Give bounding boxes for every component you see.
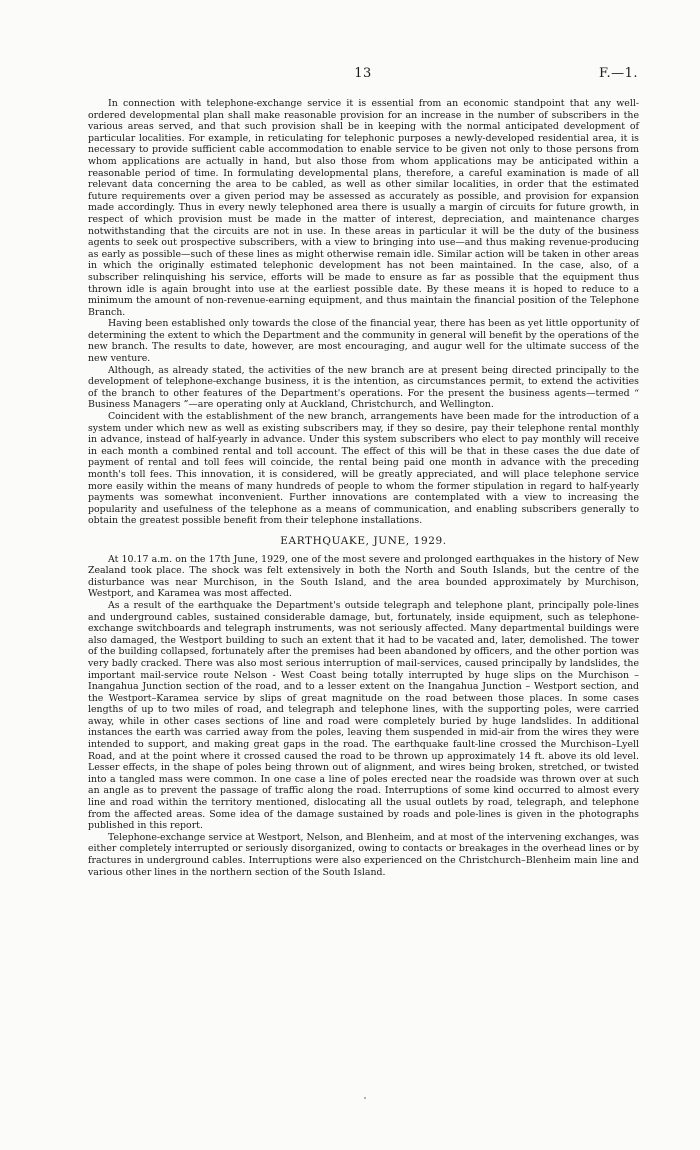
paragraph-earthquake-damage: As a result of the earthquake the Department's outside telegraph and telephone plant, principally pole-lines and underground cables, sustained considerable damage, but, fortunately, inside equipment, such as telephone-exchange switchboards and telegraph instruments, was not seriously affected. Many departmental buildings were also damaged, the Westport building to such an extent that it had to be vacated and, later, demolished. The tower of the building collapsed, fortunately after the premises had been abandoned by officers, and the other portion was very badly cracked. There was also most serious interruption of mail-services, caused principally by landslides, the important mail-service route Nelson - West Coast being totally interrupted by huge slips on the Murchison – Inangahua Junction section of the road, and to a lesser extent on the Inangahua Junction – Westport section, and the Westport–Karamea service by slips of great magnitude on the road between those places. In some cases lengths of up to two miles of road, and telegraph and telephone lines, with the supporting poles, were carried away, while in other cases sections of line and road were completely buried by huge landslides. In additional instances the earth was carried away from the poles, leaving them suspended in mid-air from the wires they were intended to support, and making great gaps in the road. The earthquake fault-line crossed the Murchison–Lyell Road, and at the point where it crossed caused the road to be thrown up approximately 14 ft. above its old level. Lesser effects, in the shape of poles being thrown out of alignment, and wires being broken, stretched, or twisted into a tangled mass were common. In one case a line of poles erected near the roadside was thrown over at such an angle as to prevent the passage of traffic along the road. Interruptions of some kind occurred to almost every line and road within the territory mentioned, dislocating all the usual outlets by road, telegraph, and telephone from the affected areas. Some idea of the damage sustained by roads and pole-lines is given in the photographs published in this report.	[88, 599, 639, 832]
paragraph-monthly-rental: Coincident with the establishment of the new branch, arrangements have been made for the introduction of a system under which new as well as existing subscribers may, if they so desire, pay their telephone rental monthly in advance, instead of half-yearly in advance. Under this system subscribers who elect to pay monthly will receive in each month a combined rental and toll account. The effect of this will be that in these cases the due date of payment of rental and toll fees will coincide, the rental being paid one month in advance with the preceding month's toll fees. This innovation, it is considered, will be greatly appreciated, and will place telephone service more easily within the means of many hundreds of people to whom the former stipulation in regard to half-yearly payments was somewhat inconvenient. Further innovations are contemplated with a view to increasing the popularity and usefulness of the telephone as a means of communication, and enabling subscribers generally to obtain the greatest possible benefit from their telephone installations.	[88, 411, 639, 527]
section-heading-earthquake: EARTHQUAKE, JUNE, 1929.	[280, 534, 447, 547]
page-header	[88, 66, 638, 86]
paragraph-new-branch-results: Having been established only towards the close of the financial year, there has been as yet little opportunity of determining the extent to which the Department and the community in general will benefit by the operations of the new branch. The results to date, however, are most encouraging, and augur well for the ultimate success of the new venture.	[88, 318, 639, 365]
paragraph-earthquake-overview: At 10.17 a.m. on the 17th June, 1929, one of the most severe and prolonged earthquakes in the history of New Zealand took place. The shock was felt extensively in both the North and South Islands, but the centre of the disturbance was near Murchison, in the South Island, and the area bounded approximately by Murchison, Westport, and Karamea was most affected.	[88, 553, 639, 600]
paragraph-exchange-development: In connection with telephone-exchange service it is essential from an economic standpoint that any well-ordered developmental plan shall make reasonable provision for an increase in the number of subscribers in the various areas served, and that such provision shall be in keeping with the normal anticipated development of particular localities. For example, in reticulating for telephonic purposes a newly-developed residential area, it is necessary to provide sufficient cable accommodation to enable service to be given not only to those persons from whom applications are actually in hand, but also those from whom applications may be anticipated within a reasonable period of time. In formulating developmental plans, therefore, a careful examination is made of all relevant data concerning the area to be cabled, as well as other similar localities, in order that the estimated future requirements over a given period may be assessed as accurately as possible, and provision for expansion made accordingly. Thus in every newly telephoned area there is usually a margin of circuits for future growth, in respect of which provision must be made in the matter of interest, depreciation, and maintenance charges notwithstanding that the circuits are not in use. In these areas in particular it will be the duty of the business agents to seek out prospective subscribers, with a view to bringing into use—and thus making revenue-producing as early as possible—such of these lines as might otherwise remain idle. Similar action will be taken in other areas in which the originally estimated telephonic development has not been maintained. In the case, also, of a subscriber relinquishing his service, efforts will be made to ensure as far as possible that the equipment thus thrown idle is again brought into use at the earliest possible date. By these means it is hoped to reduce to a minimum the amount of non-revenue-earning equipment, and thus maintain the financial position of the Telephone Branch.	[88, 98, 639, 318]
paper-reference: F.—1.	[598, 66, 638, 81]
paragraph-business-managers: Although, as already stated, the activities of the new branch are at present being directed principally to the development of telephone-exchange business, it is the intention, as circumstances permit, to extend the activities of the branch to other features of the Department's operations. For the present the business agents—termed “ Business Managers ”—are operating only at Auckland, Christchurch, and Wellington.	[88, 364, 639, 411]
document-body	[88, 98, 639, 878]
page-number: 13	[354, 66, 372, 81]
stray-print-mark	[364, 1097, 366, 1099]
paragraph-exchange-interruptions: Telephone-exchange service at Westport, Nelson, and Blenheim, and at most of the intervening exchanges, was either completely interrupted or seriously disorganized, owing to contacts or breakages in the overhead lines or by fractures in underground cables. Interruptions were also experienced on the Christchurch–Blenheim main line and various other lines in the northern section of the South Island.	[88, 831, 639, 878]
